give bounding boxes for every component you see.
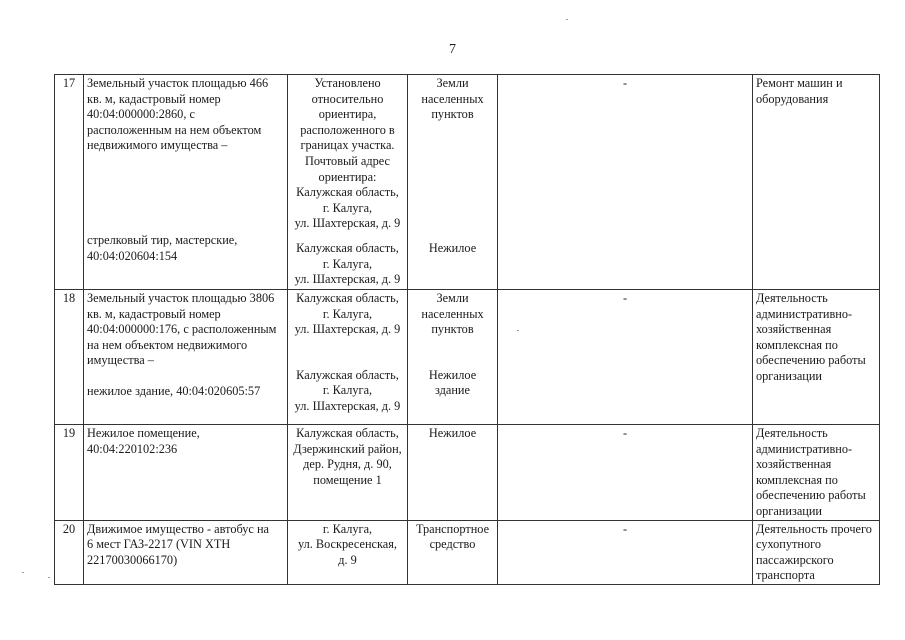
- object-name-main: Движимое имущество - автобус на 6 мест ГАЗ-2217 (VIN XTH 22170030066170): [87, 521, 269, 567]
- table-row-19: [55, 425, 880, 521]
- category-main: Земли населенных пунктов: [421, 76, 484, 122]
- spacer: [291, 232, 404, 241]
- encumbrance-cell: -: [498, 425, 753, 521]
- category-sub: Нежилое здание: [428, 367, 477, 398]
- usage-cell: [753, 425, 880, 521]
- spacer: [87, 369, 284, 384]
- usage-text: Деятельность административно- хозяйственная комплексная по обеспечению работы организации: [756, 291, 866, 383]
- row-number: 20: [55, 520, 84, 584]
- category-main: Земли населенных пунктов: [421, 291, 484, 337]
- property-registry-table: [54, 74, 880, 585]
- category-main: Нежилое: [428, 426, 477, 440]
- object-name-cell: [84, 520, 288, 584]
- usage-text: Деятельность прочего сухопутного пассажирского транспорта: [756, 521, 872, 583]
- address-cell: [288, 425, 408, 521]
- scan-speck: [22, 572, 24, 573]
- address-cell: [288, 75, 408, 290]
- object-name-main: Земельный участок площадью 3806 кв. м, кадастровый номер 40:04:000000:176, с расположенным на нем объектом недвижимого имущества –: [87, 291, 277, 368]
- usage-text: Деятельность административно- хозяйственная комплексная по обеспечению работы организации: [756, 426, 866, 518]
- address-sub: Калужская область, г. Калуга, ул. Шахтерская, д. 9: [294, 240, 401, 287]
- object-name-main: Земельный участок площадью 466 кв. м, кадастровый номер 40:04:000000:2860, с расположенным на нем объектом недвижимого имущества –: [87, 76, 269, 153]
- address-main: Установлено относительно ориентира, расположенного в границах участка. Почтовый адрес ориентира: Калужская область, г. Калуга, ул. Шахтерская, д. 9: [294, 76, 401, 231]
- table-row-18: [55, 290, 880, 425]
- encumbrance-cell: -: [498, 75, 753, 290]
- usage-cell: [753, 75, 880, 290]
- category-cell: [408, 290, 498, 425]
- table-row-17: [55, 75, 880, 290]
- row-number: 18: [55, 290, 84, 425]
- usage-cell: [753, 290, 880, 425]
- usage-cell: [753, 520, 880, 584]
- object-name-cell: [84, 75, 288, 290]
- category-cell: [408, 75, 498, 290]
- scan-speck: [517, 330, 519, 331]
- object-name-main: Нежилое помещение, 40:04:220102:236: [87, 426, 200, 456]
- scan-speck: [566, 19, 568, 20]
- object-name-cell: [84, 290, 288, 425]
- address-cell: [288, 520, 408, 584]
- row-number: 17: [55, 75, 84, 290]
- category-main: Транспортное средство: [415, 521, 490, 552]
- address-main: Калужская область, Дзержинский район, дер. Рудня, д. 90, помещение 1: [293, 426, 402, 487]
- address-cell: [288, 290, 408, 425]
- category-sub: Нежилое: [428, 240, 477, 255]
- page-number: 7: [449, 42, 456, 57]
- spacer: [411, 338, 494, 368]
- object-name-sub: стрелковый тир, мастерские, 40:04:020604:154: [87, 232, 238, 263]
- object-name-sub: нежилое здание, 40:04:020605:57: [87, 383, 261, 398]
- address-sub: Калужская область, г. Калуга, ул. Шахтерская, д. 9: [294, 367, 401, 413]
- category-cell: [408, 425, 498, 521]
- encumbrance-cell: -: [498, 290, 753, 425]
- encumbrance-cell: -: [498, 520, 753, 584]
- spacer: [291, 338, 404, 368]
- row-number: 19: [55, 425, 84, 521]
- spacer: [411, 123, 494, 241]
- address-main: Калужская область, г. Калуга, ул. Шахтерская, д. 9: [294, 291, 401, 337]
- object-name-cell: [84, 425, 288, 521]
- category-cell: [408, 520, 498, 584]
- spacer: [87, 154, 284, 233]
- usage-text: Ремонт машин и оборудования: [756, 76, 843, 106]
- table-row-20: [55, 520, 880, 584]
- address-main: г. Калуга, ул. Воскресенская, д. 9: [298, 521, 397, 567]
- scan-speck: [48, 577, 50, 578]
